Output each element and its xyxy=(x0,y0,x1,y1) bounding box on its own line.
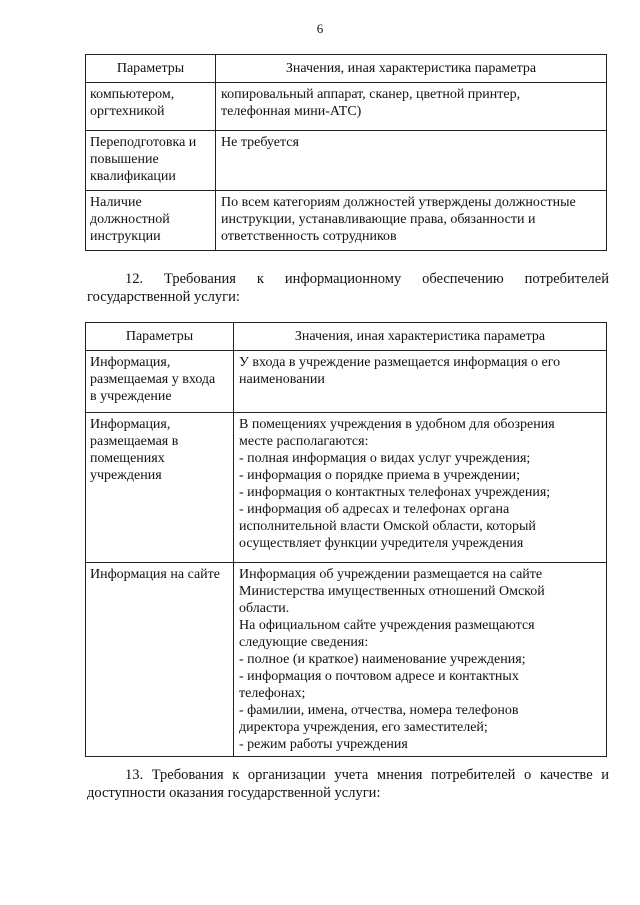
cell-text-line: Информация, xyxy=(90,355,171,370)
table-row xyxy=(86,191,607,251)
cell-text-line: помещениях xyxy=(90,451,165,466)
cell-text-line: оргтехникой xyxy=(90,104,165,119)
cell-text-line: - фамилии, имена, отчества, номера телефонов xyxy=(239,703,519,718)
cell-text-line: - информация о порядке приема в учреждении; xyxy=(239,468,521,483)
cell-text-line: Переподготовка и xyxy=(90,135,197,150)
cell-text-line: инструкции xyxy=(90,229,161,244)
column-header-parameters: Параметры xyxy=(86,55,216,83)
cell-text-line: Министерства имущественных отношений Омской xyxy=(239,584,545,599)
information-requirements-table xyxy=(85,322,607,757)
cell-text-line: области. xyxy=(239,601,290,616)
cell-text-line: осуществляет функции учредителя учреждения xyxy=(239,536,524,551)
table-row xyxy=(86,563,607,757)
row-parameter-cell xyxy=(86,83,216,131)
cell-text-line: учреждения xyxy=(90,468,162,483)
cell-text-line: повышение xyxy=(90,152,159,167)
table-row xyxy=(86,131,607,191)
paragraph-line: государственной услуги: xyxy=(87,289,240,305)
column-header-values: Значения, иная характеристика параметра xyxy=(216,55,607,83)
cell-text-line: исполнительной власти Омской области, который xyxy=(239,519,536,534)
cell-text-line: - информация о контактных телефонах учреждения; xyxy=(239,485,551,500)
cell-text-line: В помещениях учреждения в удобном для обозрения xyxy=(239,417,555,432)
paragraph-line: 12. Требования к информационному обеспечению потребителей xyxy=(125,271,609,287)
cell-text-line: Информация об учреждении размещается на сайте xyxy=(239,567,543,582)
row-parameter-cell xyxy=(86,131,216,191)
row-parameter-cell xyxy=(86,191,216,251)
row-value-cell xyxy=(234,351,607,413)
cell-text-line: телефонная мини-АТС) xyxy=(221,104,362,119)
cell-text-line: - информация о почтовом адресе и контактных xyxy=(239,669,519,684)
column-header-parameters: Параметры xyxy=(86,323,234,351)
table-row xyxy=(86,413,607,563)
cell-text-line: телефонах; xyxy=(239,686,306,701)
row-parameter-cell xyxy=(86,413,234,563)
row-value-cell xyxy=(216,83,607,131)
section-13-heading xyxy=(87,766,609,802)
staff-parameters-table xyxy=(85,54,607,251)
cell-text-line: На официальном сайте учреждения размещаются xyxy=(239,618,535,633)
row-value-cell xyxy=(234,413,607,563)
table-header-row xyxy=(86,323,607,351)
cell-text-line: должностной xyxy=(90,212,170,227)
row-parameter-cell xyxy=(86,563,234,757)
table-row xyxy=(86,351,607,413)
cell-text-line: Наличие xyxy=(90,195,142,210)
row-value-cell xyxy=(216,191,607,251)
cell-text-line: По всем категориям должностей утверждены должностные xyxy=(221,195,576,210)
cell-text-line: компьютером, xyxy=(90,87,175,102)
section-12-heading xyxy=(87,270,609,306)
paragraph-line: 13. Требования к организации учета мнения потребителей о качестве и xyxy=(125,767,609,783)
page-number: 6 xyxy=(316,21,324,36)
cell-text-line: - полная информация о видах услуг учреждения; xyxy=(239,451,531,466)
cell-text-line: размещаемая у входа xyxy=(90,372,216,387)
cell-text-line: размещаемая в xyxy=(90,434,179,449)
cell-text-line: инструкции, устанавливающие права, обязанности и xyxy=(221,212,536,227)
row-value-cell xyxy=(234,563,607,757)
cell-text-line: - информация об адресах и телефонах органа xyxy=(239,502,510,517)
row-value-cell xyxy=(216,131,607,191)
cell-text-line: копировальный аппарат, сканер, цветной принтер, xyxy=(221,87,521,102)
cell-text-line: следующие сведения: xyxy=(239,635,369,650)
cell-text-line: - режим работы учреждения xyxy=(239,737,408,752)
cell-text-line: - полное (и краткое) наименование учреждения; xyxy=(239,652,526,667)
cell-text-line: квалификации xyxy=(90,169,176,184)
cell-text-line: в учреждение xyxy=(90,389,172,404)
cell-text-line: ответственность сотрудников xyxy=(221,229,397,244)
cell-text-line: директора учреждения, его заместителей; xyxy=(239,720,488,735)
cell-text-line: месте располагаются: xyxy=(239,434,369,449)
table-row xyxy=(86,83,607,131)
cell-text-line: Информация, xyxy=(90,417,171,432)
paragraph-line: доступности оказания государственной услуги: xyxy=(87,785,381,801)
cell-text-line: У входа в учреждение размещается информация о его xyxy=(239,355,561,370)
cell-text-line: Не требуется xyxy=(221,135,299,150)
cell-text-line: наименовании xyxy=(239,372,325,387)
row-parameter-cell xyxy=(86,351,234,413)
table-header-row xyxy=(86,55,607,83)
column-header-values: Значения, иная характеристика параметра xyxy=(234,323,607,351)
cell-text-line: Информация на сайте xyxy=(90,567,220,582)
